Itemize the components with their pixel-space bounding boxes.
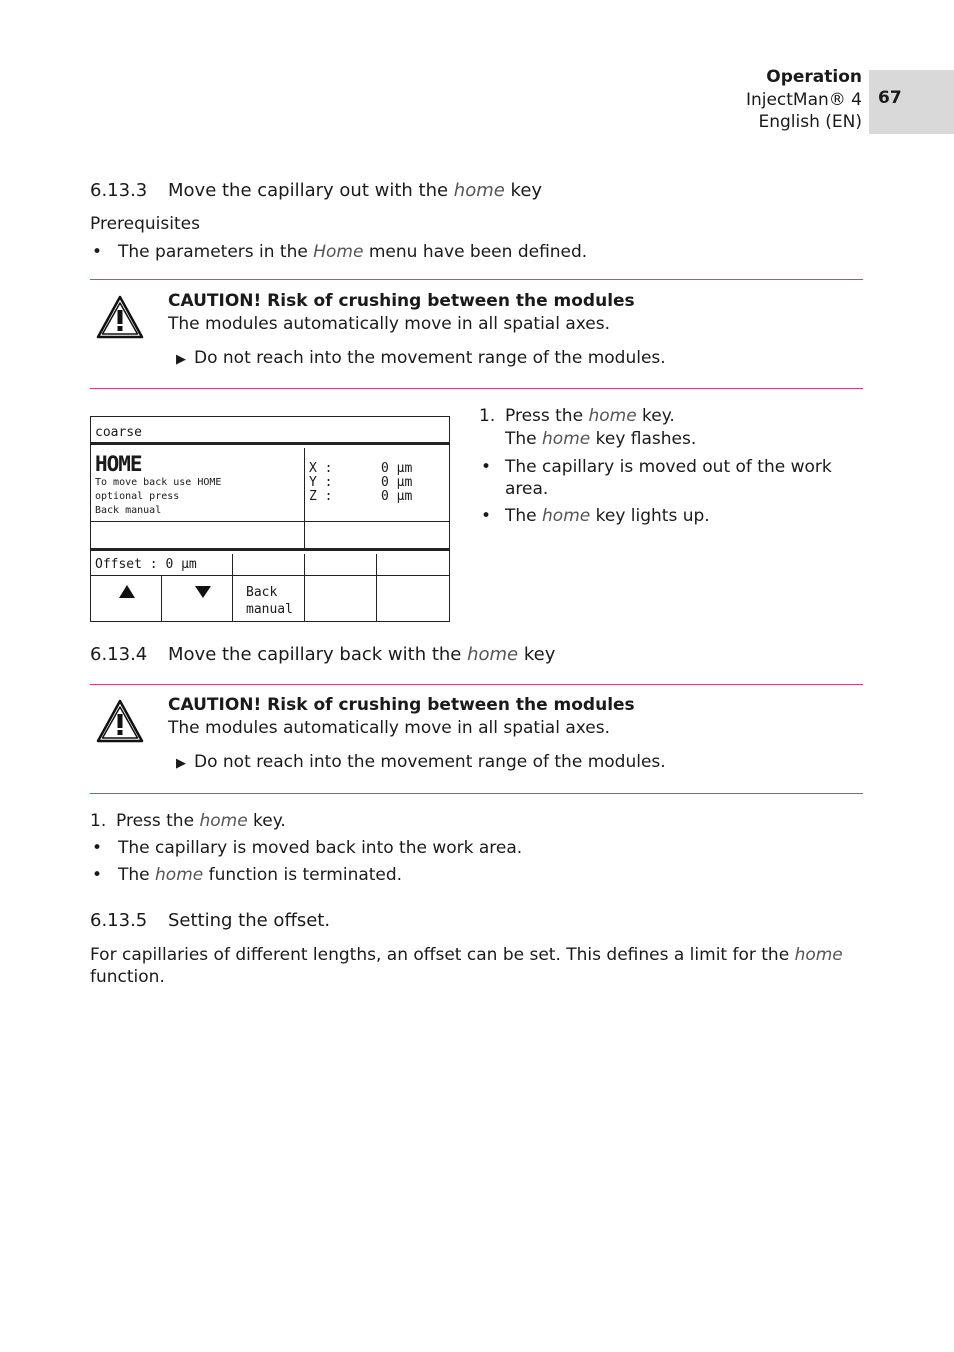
display-empty-cell: [305, 554, 377, 576]
display-empty-cell: [233, 554, 305, 576]
bullet-dot: •: [481, 457, 492, 477]
result-bullet: [90, 838, 522, 858]
keyword: home: [199, 811, 248, 831]
display-home-panel: [91, 448, 305, 522]
paragraph-text: For capillaries of different lengths, an offset can be set. This defines a limit for the: [90, 945, 795, 965]
step-text: The: [505, 429, 543, 449]
bullet-text-end: function is terminated.: [203, 865, 403, 885]
arrow-up-icon: [91, 576, 162, 621]
prerequisite-bullet: [90, 242, 587, 262]
coordinate-row: [309, 490, 449, 504]
result-bullet: [90, 865, 402, 885]
section-heading-6-13-3: [90, 180, 542, 201]
display-home-line: To move back use HOME: [95, 477, 222, 488]
device-display: [90, 416, 450, 622]
bullet-text: The parameters in the: [118, 242, 314, 262]
section-number: 6.13.5: [90, 910, 148, 931]
soft-key-down: [162, 576, 233, 621]
axis-label: X :: [309, 461, 333, 476]
paragraph-line: [90, 945, 843, 965]
header-language: English (EN): [758, 112, 862, 132]
display-empty-cell: [377, 554, 449, 576]
axis-value: 0 µm: [381, 475, 413, 490]
step-1: [479, 406, 675, 426]
keyword: home: [542, 506, 591, 526]
section-title: Move the capillary back with the: [168, 644, 468, 665]
step-text: Press the: [505, 406, 589, 426]
display-blank-right: [305, 522, 449, 551]
caution-title: CAUTION! Risk of crushing between the modules: [168, 695, 635, 715]
display-coordinates: [305, 448, 449, 522]
bullet-dot: •: [92, 865, 103, 885]
display-mode: coarse: [95, 425, 142, 440]
caution-step-text: Do not reach into the movement range of the modules.: [194, 752, 666, 772]
caution-bottom-rule: [90, 388, 863, 389]
display-home-line: optional press: [95, 491, 180, 502]
caution-bottom-rule: [90, 793, 863, 794]
section-number: 6.13.4: [90, 644, 148, 665]
display-home-title: HOME: [95, 452, 142, 476]
arrow-down-icon: [162, 576, 233, 621]
keyword: home: [467, 644, 519, 665]
step-1-result: [505, 429, 696, 449]
axis-label: Y :: [309, 475, 333, 490]
section-heading-6-13-5: [90, 910, 330, 931]
paragraph-line: function.: [90, 967, 165, 987]
soft-key-label: manual: [246, 602, 293, 617]
step-number: 1.: [479, 406, 496, 426]
display-blank-left: [91, 522, 305, 551]
bullet-text: The capillary is moved back into the work area.: [118, 838, 523, 858]
arrow-right-icon: ▶: [176, 756, 186, 771]
keyword: home: [453, 180, 505, 201]
bullet-text-end: menu have been defined.: [363, 242, 588, 262]
step-1: [90, 811, 286, 831]
arrow-right-icon: ▶: [176, 352, 186, 367]
bullet-dot: •: [481, 506, 492, 526]
page-number-box: [869, 70, 954, 134]
display-mode-bar: [91, 417, 449, 445]
section-title-end: key: [518, 644, 556, 665]
offset-value: Offset : 0 µm: [95, 557, 197, 572]
caution-step: [176, 752, 666, 772]
axis-label: Z :: [309, 489, 333, 504]
warning-triangle-icon: [96, 699, 144, 743]
bullet-text-end: key lights up.: [590, 506, 710, 526]
bullet-dot: •: [92, 838, 103, 858]
soft-key-up: [91, 576, 162, 621]
prerequisites-label: Prerequisites: [90, 214, 200, 234]
warning-triangle-icon: [96, 295, 144, 339]
step-text: Press the: [116, 811, 200, 831]
keyword: home: [794, 945, 843, 965]
caution-title: CAUTION! Risk of crushing between the modules: [168, 291, 635, 311]
result-bullet-cont: area.: [505, 479, 549, 499]
axis-value: 0 µm: [381, 489, 413, 504]
step-number: 1.: [90, 811, 107, 831]
section-heading-6-13-4: [90, 644, 555, 665]
coordinate-row: [309, 462, 449, 476]
bullet-text: The: [118, 865, 156, 885]
caution-top-rule: [90, 684, 863, 685]
display-home-line: Back manual: [95, 505, 162, 516]
section-title-end: key: [504, 180, 543, 201]
page-number: 67: [878, 88, 902, 108]
result-bullet: [479, 456, 832, 479]
bullet-text: The: [505, 506, 543, 526]
caution-step-text: Do not reach into the movement range of the modules.: [194, 348, 666, 368]
keyword: home: [588, 406, 637, 426]
header-section: Operation: [766, 67, 862, 87]
step-text-end: key.: [247, 811, 286, 831]
step-text-end: key.: [636, 406, 675, 426]
caution-body: The modules automatically move in all spatial axes.: [168, 718, 611, 738]
soft-key-back-manual: [233, 576, 305, 621]
bullet-text: The capillary is moved out of the work: [505, 457, 832, 477]
caution-top-rule: [90, 279, 863, 280]
section-title: Setting the offset.: [168, 910, 331, 931]
page-header: [746, 66, 862, 134]
result-bullet: [479, 506, 710, 526]
bullet-dot: •: [92, 242, 103, 262]
axis-value: 0 µm: [381, 461, 413, 476]
section-title: Move the capillary out with the: [168, 180, 454, 201]
caution-body: The modules automatically move in all spatial axes.: [168, 314, 611, 334]
soft-key-empty: [305, 576, 377, 621]
caution-step: [176, 348, 666, 368]
section-number: 6.13.3: [90, 180, 148, 201]
display-offset: [91, 554, 233, 576]
keyword: home: [542, 429, 591, 449]
soft-key-label: Back: [246, 585, 278, 600]
keyword: Home: [313, 242, 364, 262]
coordinate-row: [309, 476, 449, 490]
step-text-end: key flashes.: [590, 429, 697, 449]
keyword: home: [155, 865, 204, 885]
soft-key-empty: [377, 576, 449, 621]
header-product: InjectMan® 4: [745, 89, 862, 110]
